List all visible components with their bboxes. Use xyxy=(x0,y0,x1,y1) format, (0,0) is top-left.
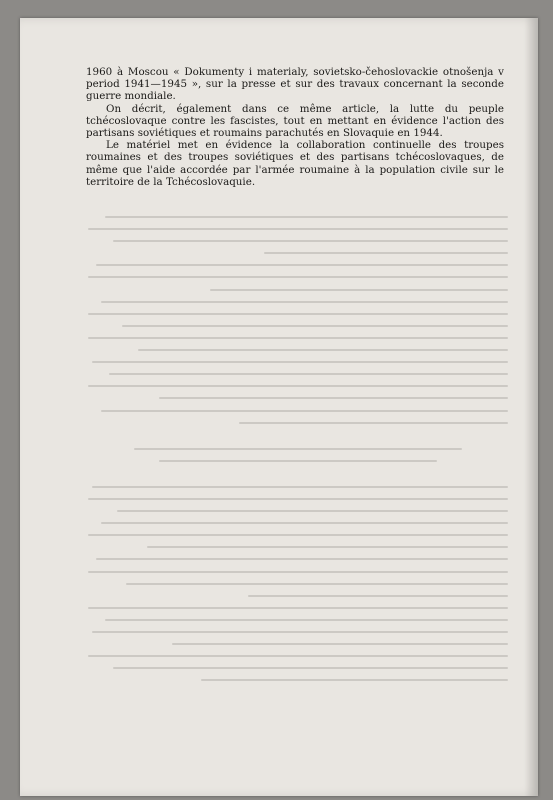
body-text xyxy=(86,66,504,188)
paragraph-3: Le matériel met en évidence la collaboration continuelle des troupes roumaines et des troupes soviétiques et des partisans tchécoslovaques, de même que l'aide accordée par l'armée roumaine à la population civile sur le territoire de la Tchécoslovaquie. xyxy=(86,139,504,188)
bleed-through-text xyxy=(88,216,508,736)
document-page xyxy=(20,18,538,796)
paragraph-1: 1960 à Moscou « Dokumenty i materialy, sovietsko-čehoslovackie otnošenja v period 1941—1945 », sur la presse et sur des travaux concernant la seconde guerre mondiale. xyxy=(86,66,504,103)
paragraph-2: On décrit, également dans ce même article, la lutte du peuple tchécoslovaque contre les fascistes, tout en mettant en évidence l'action des partisans soviétiques et roumains parachutés en Slovaquie en 1944. xyxy=(86,102,504,140)
